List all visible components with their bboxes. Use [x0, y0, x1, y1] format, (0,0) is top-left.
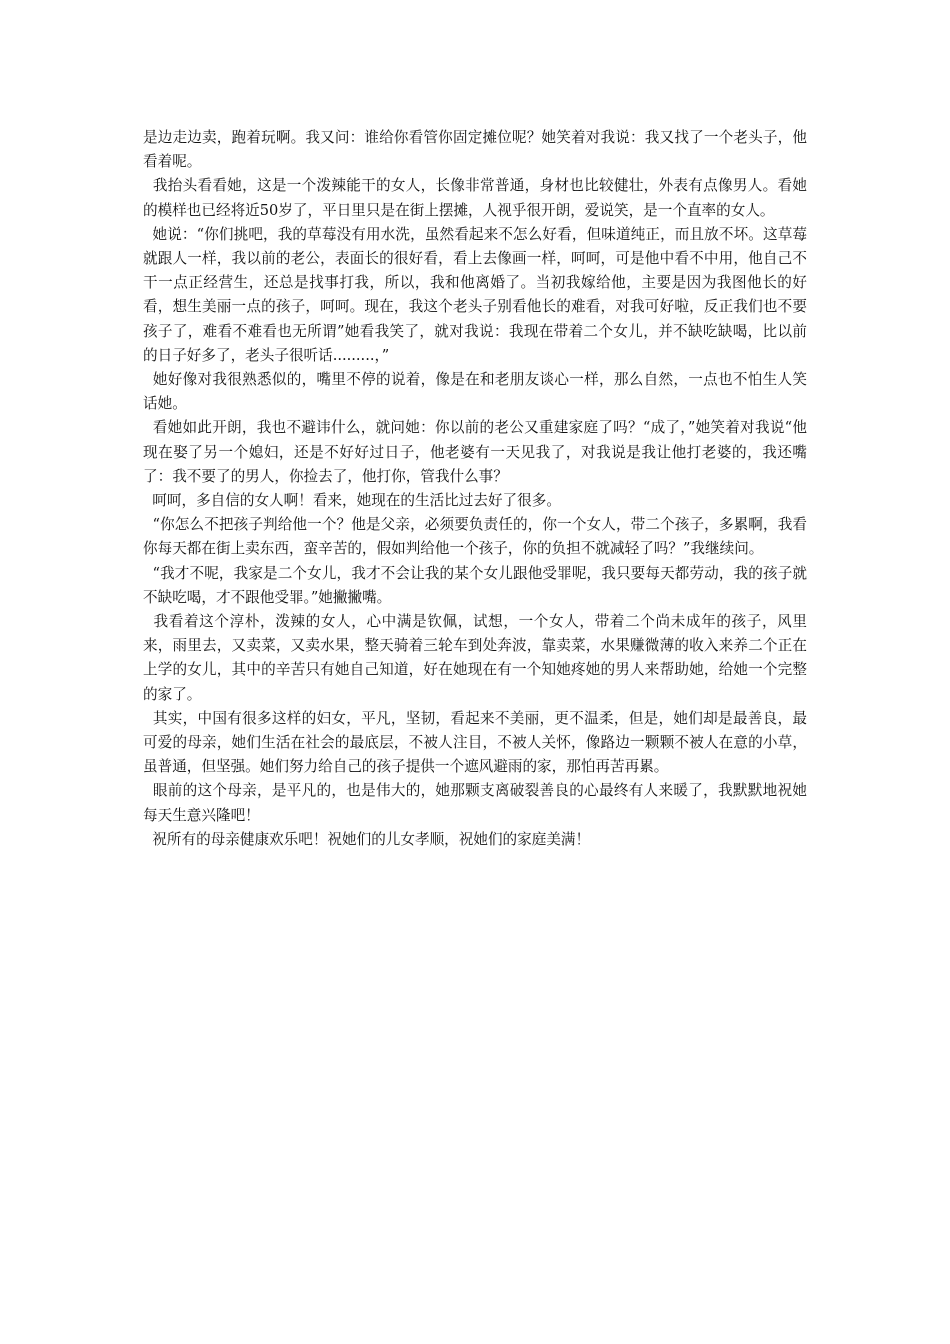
paragraph-9: 我看着这个淳朴，泼辣的女人，心中满是钦佩，试想，一个女人，带着二个尚未成年的孩子，风里来，雨里去，又卖菜，又卖水果，整天骑着三轮车到处奔波，靠卖菜，水果赚微薄的收入来养二个正在上学的女儿，其中的辛苦只有她自己知道，好在她现在有一个知她疼她的男人来帮助她，给她一个完整的家了。 — [143, 613, 807, 703]
paragraph-5: 看她如此开朗，我也不避讳什么，就问她：你以前的老公又重建家庭了吗？“成了，”她笑着对我说“他现在娶了另一个媳妇，还是不好好过日子，他老婆有一天见我了，对我说是我让他打老婆的，我还嘴了：我不要了的男人，你捡去了，他打你，管我什么事？ — [143, 419, 807, 485]
paragraph-10: 其实，中国有很多这样的妇女，平凡，坚韧，看起来不美丽，更不温柔，但是，她们却是最善良，最可爱的母亲，她们生活在社会的最底层，不被人注目，不被人关怀，像路边一颗颗不被人在意的小草，虽普通，但坚强。她们努力给自己的孩子提供一个遮风避雨的家，那怕再苦再累。 — [143, 709, 807, 776]
paragraph-3: 她说：“你们挑吧，我的草莓没有用水洗，虽然看起来不怎么好看，但味道纯正，而且放不坏。这草莓就跟人一样，我以前的老公，表面长的很好看，看上去像画一样，呵呵，可是他中看不中用，他自己不干一点正经营生，还总是找事打我，所以，我和他离婚了。当初我嫁给他，主要是因为我图他长的好看，想生美丽一点的孩子，呵呵。现在，我这个老头子别看他长的难看，对我可好啦，反正我们也不要孩子了，难看不难看也无所谓”她看我笑了，就对我说：我现在带着二个女儿，并不缺吃缺喝，比以前的日子好多了，老头子很听话.........，” — [143, 225, 808, 364]
paragraph-6: 呵呵，多自信的女人啊！看来，她现在的生活比过去好了很多。 — [143, 492, 561, 510]
paragraph-8: “我才不呢，我家是二个女儿，我才不会让我的某个女儿跟他受罪呢，我只要每天都劳动，我的孩子就不缺吃喝，才不跟他受罪。”她撇撇嘴。 — [143, 564, 808, 606]
paragraph-11: 眼前的这个母亲，是平凡的，也是伟大的，她那颗支离破裂善良的心最终有人来暖了，我默默地祝她每天生意兴隆吧！ — [143, 782, 807, 824]
paragraph-1: 是边走边卖，跑着玩啊。我又问：谁给你看管你固定摊位呢？她笑着对我说：我又找了一个老头子，他看着呢。 — [143, 129, 807, 171]
paragraph-7: “你怎么不把孩子判给他一个？他是父亲，必须要负责任的，你一个女人，带二个孩子，多累啊，我看你每天都在街上卖东西，蛮辛苦的，假如判给他一个孩子，你的负担不就减轻了吗？”我继续问。 — [143, 516, 808, 558]
paragraph-2: 我抬头看看她，这是一个泼辣能干的女人，长像非常普通，身材也比较健壮，外表有点像男人。看她的模样也已经将近50岁了，平日里只是在街上摆摊，人视乎很开朗，爱说笑，是一个直率的女人。 — [143, 177, 807, 219]
paragraph-12: 祝所有的母亲健康欢乐吧！祝她们的儿女孝顺，祝她们的家庭美满！ — [143, 830, 591, 848]
paragraph-4: 她好像对我很熟悉似的，嘴里不停的说着，像是在和老朋友谈心一样，那么自然，一点也不怕生人笑话她。 — [143, 371, 807, 413]
article-body — [143, 126, 807, 852]
